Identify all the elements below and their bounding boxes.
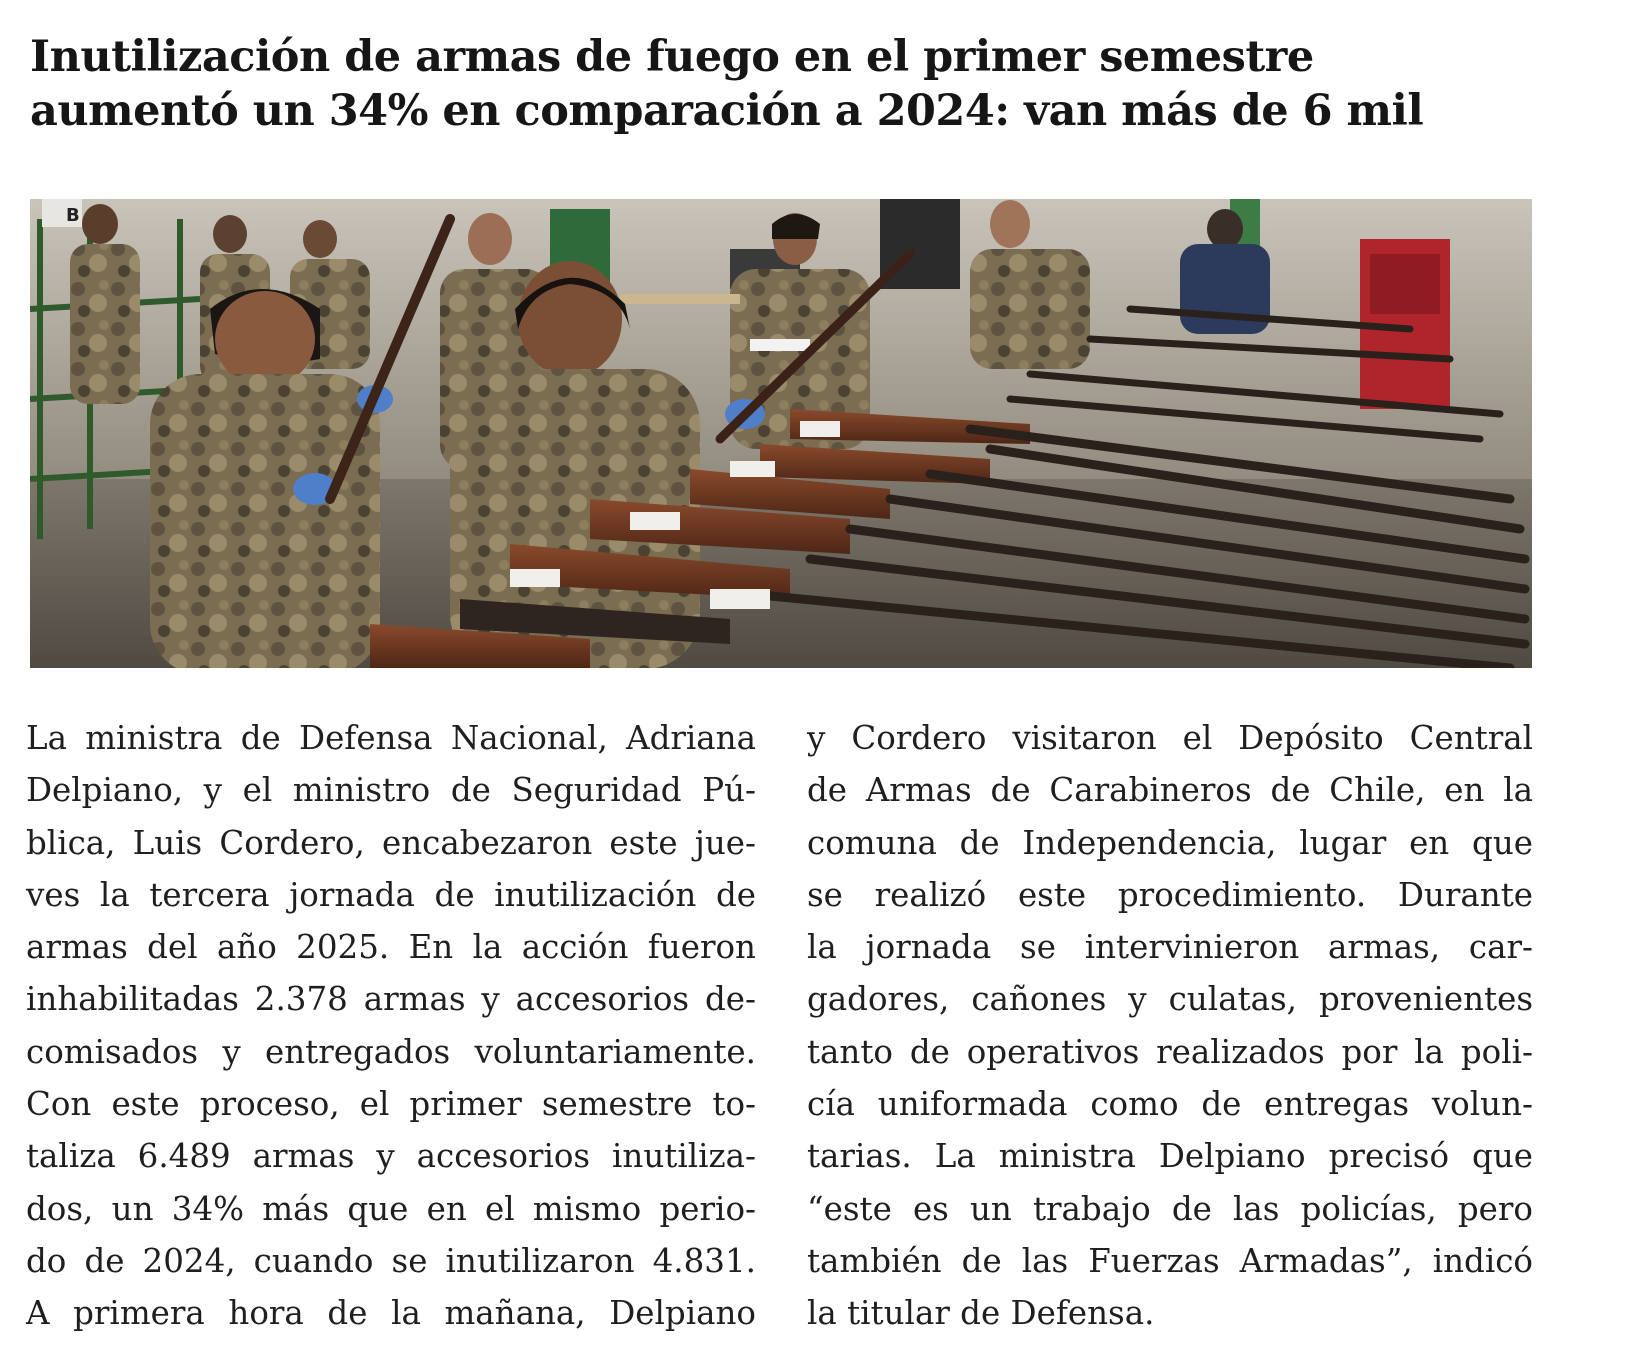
body-line: tanto de operativos realizados por la poli-	[807, 1032, 1533, 1071]
article-photo	[30, 199, 1532, 668]
body-column-right	[807, 712, 1533, 1340]
body-line: también de las Fuerzas Armadas”, indicó	[807, 1241, 1533, 1280]
body-line: taliza 6.489 armas y accesorios inutiliza-	[26, 1137, 756, 1176]
body-line: Delpiano, y el ministro de Seguridad Pú-	[26, 771, 756, 810]
rack-sign: B	[66, 205, 80, 226]
body-line: se realizó este procedimiento. Durante	[807, 875, 1533, 914]
body-line: cía uniformada como de entregas volun-	[807, 1085, 1533, 1124]
headline-line-1: Inutilización de armas de fuego en el primer semestre	[30, 32, 1314, 82]
body-line: y Cordero visitaron el Depósito Central	[807, 719, 1533, 757]
body-line: La ministra de Defensa Nacional, Adriana	[26, 719, 756, 757]
body-line: A primera hora de la mañana, Delpiano	[26, 1294, 756, 1333]
body-line: comisados y entregados voluntariamente.	[26, 1032, 756, 1071]
body-line: la jornada se intervinieron armas, car-	[807, 928, 1533, 967]
body-line: Con este proceso, el primer semestre to-	[26, 1085, 756, 1124]
body-line: de Armas de Carabineros de Chile, en la	[807, 771, 1533, 810]
headline-line-2: aumentó un 34% en comparación a 2024: van más de 6 mil	[30, 86, 1424, 136]
body-line: comuna de Independencia, lugar en que	[807, 823, 1533, 862]
body-line: dos, un 34% más que en el mismo perio-	[26, 1189, 756, 1228]
body-line: ves la tercera jornada de inutilización de	[26, 875, 756, 914]
body-line: tarias. La ministra Delpiano precisó que	[807, 1137, 1533, 1176]
body-line: inhabilitadas 2.378 armas y accesorios de-	[26, 980, 756, 1019]
body-line: blica, Luis Cordero, encabezaron este jue-	[26, 823, 756, 862]
article-headline	[30, 30, 1450, 138]
body-line: gadores, cañones y culatas, provenientes	[807, 980, 1533, 1019]
body-line: “este es un trabajo de las policías, pero	[807, 1189, 1533, 1228]
body-line: armas del año 2025. En la acción fueron	[26, 928, 756, 967]
body-column-left	[26, 712, 756, 1340]
body-line: do de 2024, cuando se inutilizaron 4.831.	[26, 1241, 756, 1280]
body-line: la titular de Defensa.	[807, 1294, 1155, 1333]
